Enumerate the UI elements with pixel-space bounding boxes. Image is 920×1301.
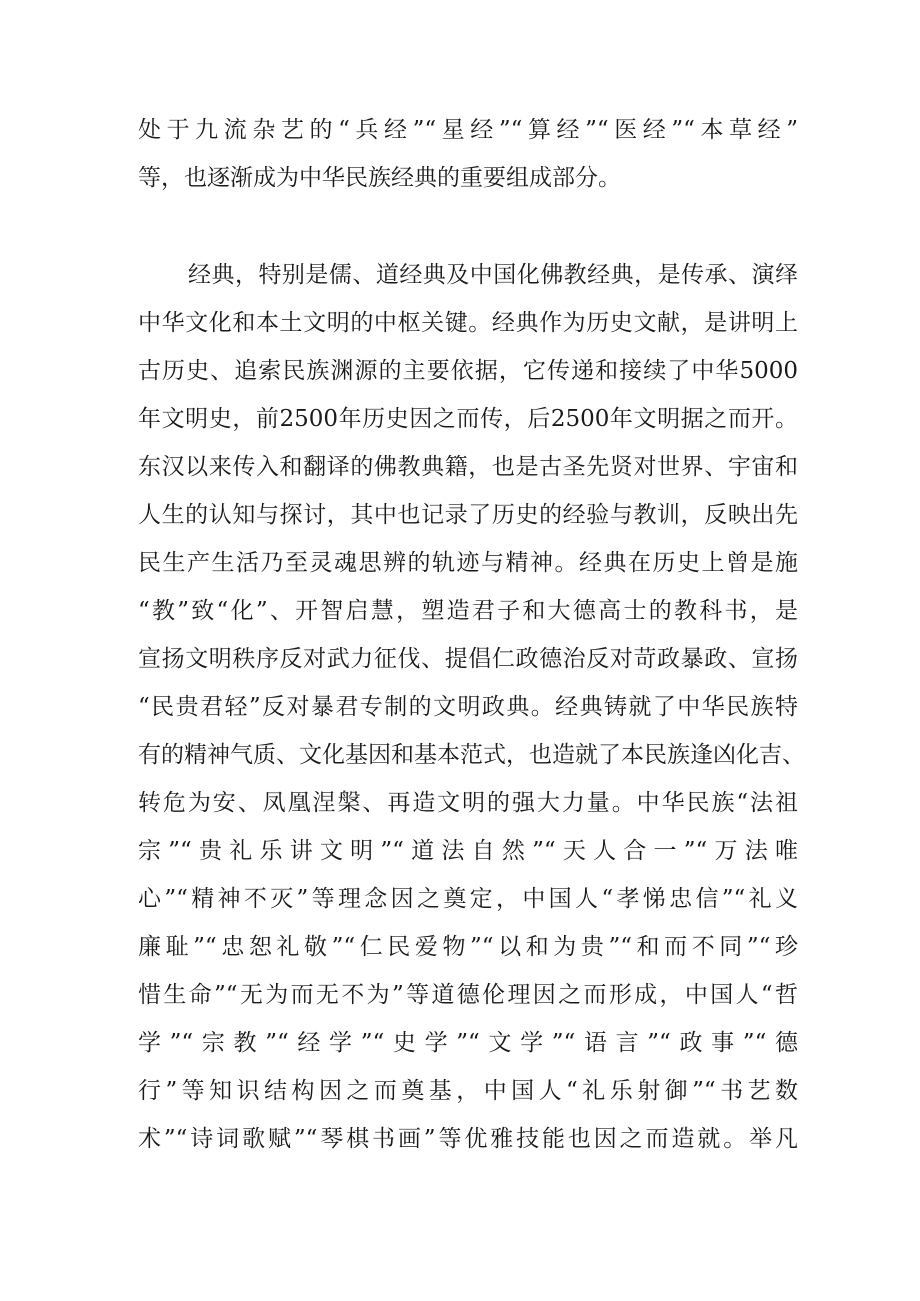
paragraph-2-line-4: 年文明史，前2500年历史因之而传，后2500年文明据之而开。 [138, 406, 798, 432]
paragraph-2-line-12: 转危为安、凤凰涅槃、再造文明的强大力量。中华民族“法祖 [138, 790, 798, 816]
paragraph-2-line-5: 东汉以来传入和翻译的佛教典籍，也是古圣先贤对世界、宇宙和 [138, 454, 798, 480]
paragraph-2-line-10: “民贵君轻”反对暴君专制的文明政典。经典铸就了中华民族特 [138, 694, 798, 720]
paragraph-2-line-1: 经典，特别是儒、道经典及中国化佛教经典，是传承、演绎 [188, 262, 798, 288]
paragraph-2-line-3: 古历史、追索民族渊源的主要依据，它传递和接续了中华5000 [138, 358, 798, 384]
paragraph-2-line-11: 有的精神气质、文化基因和基本范式，也造就了本民族逢凶化吉、 [138, 742, 805, 768]
paragraph-2-line-7: 民生产生活乃至灵魂思辨的轨迹与精神。经典在历史上曾是施 [138, 550, 798, 576]
paragraph-2-line-15: 廉耻”“忠恕礼敬”“仁民爱物”“以和为贵”“和而不同”“珍 [138, 934, 798, 960]
paragraph-2-line-8: “教”致“化”、开智启慧，塑造君子和大德高士的教科书，是 [138, 598, 798, 624]
paragraph-1-line-2: 等，也逐渐成为中华民族经典的重要组成部分。 [138, 165, 621, 191]
paragraph-2-line-19: 术”“诗词歌赋”“琴棋书画”等优雅技能也因之而造就。举凡 [138, 1126, 798, 1152]
paragraph-2-line-17: 学”“宗教”“经学”“史学”“文学”“语言”“政事”“德 [138, 1030, 798, 1056]
paragraph-2-line-2: 中华文化和本土文明的中枢关键。经典作为历史文献，是讲明上 [138, 310, 798, 336]
paragraph-2-line-18: 行”等知识结构因之而奠基，中国人“礼乐射御”“书艺数 [138, 1078, 798, 1104]
paragraph-2-line-16: 惜生命”“无为而无不为”等道德伦理因之而形成，中国人“哲 [138, 982, 798, 1008]
paragraph-1-line-1: 处于九流杂艺的“兵经”“星经”“算经”“医经”“本草经” [138, 117, 798, 143]
paragraph-2-line-9: 宣扬文明秩序反对武力征伐、提倡仁政德治反对苛政暴政、宣扬 [138, 646, 798, 672]
paragraph-2-line-13: 宗”“贵礼乐讲文明”“道法自然”“天人合一”“万法唯 [138, 838, 798, 864]
paragraph-2-line-14: 心”“精神不灭”等理念因之奠定，中国人“孝悌忠信”“礼义 [138, 886, 798, 912]
paragraph-2-line-6: 人生的认知与探讨，其中也记录了历史的经验与教训，反映出先 [138, 502, 798, 528]
